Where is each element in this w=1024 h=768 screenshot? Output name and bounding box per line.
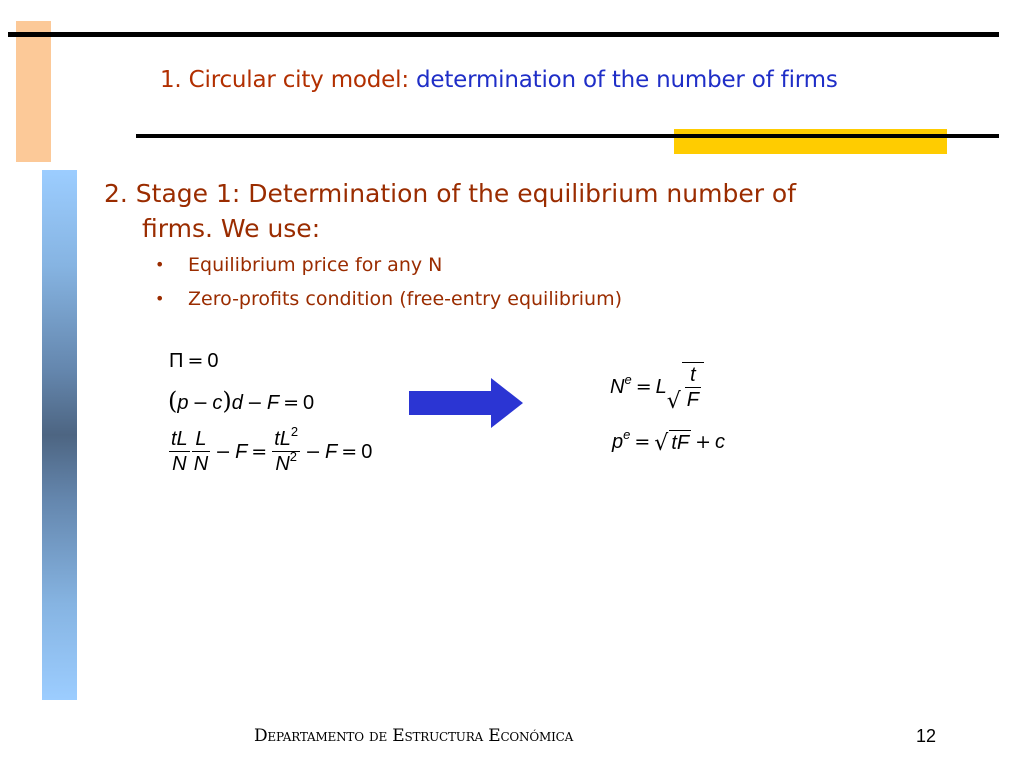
main-point-line2: firms. We use: — [142, 214, 321, 243]
yellow-accent-bar — [674, 129, 947, 154]
main-point-line1: 2. Stage 1: Determination of the equilibrium number of — [104, 179, 797, 208]
equation-profit-substituted: $\frac{tL}{N}$ $\frac{L}{N}$ − F = $\frac{tL^2}{N^2}$ − F = 0 — [171, 424, 373, 475]
page-number: 12 — [916, 726, 937, 746]
peach-accent-bar — [16, 21, 51, 162]
equation-equilibrium-firms: $N^e = L$ √ $\frac{t}{F}$ — [610, 362, 704, 413]
top-rule — [8, 32, 999, 37]
bullet-text: Equilibrium price for any N — [188, 254, 443, 276]
bullet-list — [155, 248, 622, 316]
bullet-icon: • — [155, 255, 165, 274]
bullet-text: Zero-profits condition (free-entry equilibrium) — [188, 288, 623, 310]
main-point — [104, 176, 894, 246]
bullet-icon: • — [155, 289, 165, 308]
equation-profit-expanded: (p − c)d − F = 0 — [168, 387, 315, 415]
list-item — [155, 248, 622, 282]
list-item — [155, 282, 622, 316]
arrow-right-icon — [409, 378, 523, 428]
title-underline-rule — [136, 134, 999, 138]
blue-gradient-bar — [42, 170, 77, 700]
equation-profit-zero: Π = 0 — [169, 350, 219, 372]
slide-title — [160, 67, 838, 93]
equation-equilibrium-price: $p^e$ = √ tF + c — [612, 426, 726, 456]
title-prefix: 1. Circular city model: — [160, 67, 416, 93]
title-highlight: determination of the number of firms — [415, 67, 838, 93]
footer-department: Departamento de Estructura Económica — [254, 726, 574, 746]
